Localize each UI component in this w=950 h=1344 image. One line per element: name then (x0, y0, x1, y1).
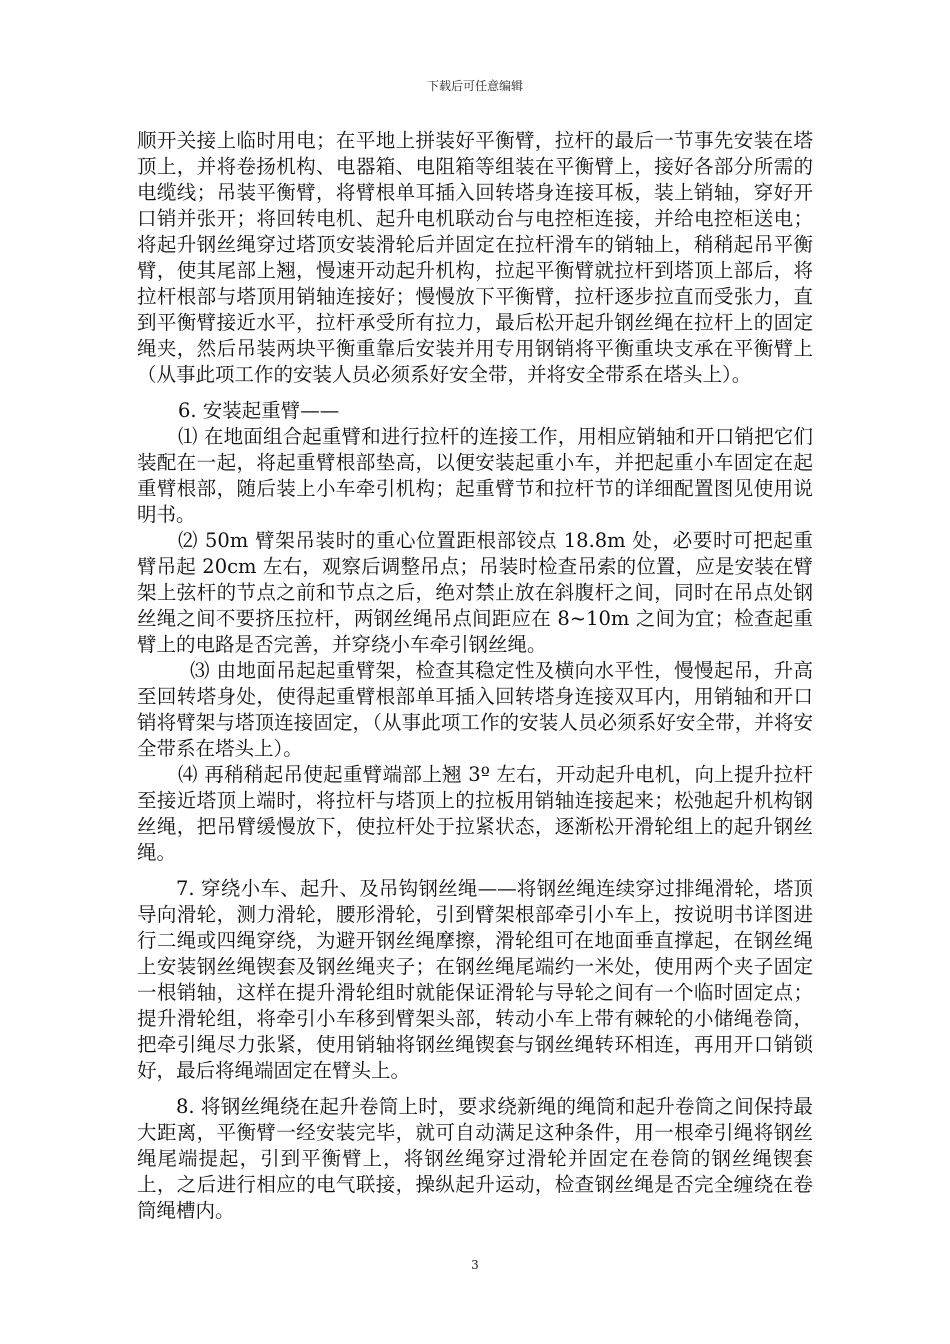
section-heading-install-jib: 6. 安装起重臂—— (178, 399, 340, 422)
list-item-jib-step-2: ⑵ 50m 臂架吊装时的重心位置距根部铰点 18.8m 处，必要时可把起重臂吊起 20cm 左右，观察后调整吊点；吊装时检查吊索的位置，应是安装在臂架上弦杆的节点之前和节点之后，绝对禁止放在斜腹杆之间，同时在吊点处钢丝绳之间不要挤压拉杆，两钢丝绳吊点间距应在 8~10m 之间为宜；检查起重臂上的电路是否完善，并穿绕小车牵引钢丝绳。 (137, 529, 813, 656)
page-number: 3 (471, 1258, 479, 1272)
document-body (137, 128, 813, 1224)
paragraph-balance-arm-install: 顺开关接上临时用电；在平地上拼装好平衡臂，拉杆的最后一节事先安装在塔顶上，并将卷扬机构、电器箱、电阻箱等组装在平衡臂上，接好各部分所需的电缆线；吊装平衡臂，将臂根单耳插入回转塔身连接耳板，装上销轴，穿好开口销并张开；将回转电机、起升电机联动台与电控柜连接，并给电控柜送电；将起升钢丝绳穿过塔顶安装滑轮后并固定在拉杆滑车的销轴上，稍稍起吊平衡臂，使其尾部上翘，慢速开动起升机构，拉起平衡臂就拉杆到塔顶上部后，将拉杆根部与塔顶用销轴连接好；慢慢放下平衡臂，拉杆逐步拉直而受张力，直到平衡臂接近水平，拉杆承受所有拉力，最后松开起升钢丝绳在拉杆上的固定绳夹，然后吊装两块平衡重靠后安装并用专用钢销将平衡重块支承在平衡臂上（从事此项工作的安装人员必须系好安全带，并将安全带系在塔头上）。 (137, 129, 813, 386)
paragraph-hoist-drum-winding: 8. 将钢丝绳绕在起升卷筒上时，要求绕新绳的绳筒和起升卷筒之间保持最大距离，平衡臂一经安装完毕，就可自动满足这种条件，用一根牵引绳将钢丝绳尾端提起，引到平衡臂上，将钢丝绳穿过滑轮并固定在卷筒的钢丝绳锲套上，之后进行相应的电气联接，操纵起升运动，检查钢丝绳是否完全缠绕在卷筒绳槽内。 (137, 1095, 813, 1222)
list-item-jib-step-3: ⑶ 由地面吊起起重臂架，检查其稳定性及横向水平性，慢慢起吊，升高至回转塔身处，使得起重臂根部单耳插入回转塔身连接双耳内，用销轴和开口销将臂架与塔顶连接固定，（从事此项工作的安装人员必须系好安全带，并将安全带系在塔头上）。 (137, 659, 813, 760)
page-header-note: 下载后可任意编辑 (426, 79, 523, 93)
paragraph-wire-rope-reeving: 7. 穿绕小车、起升、及吊钩钢丝绳——将钢丝绳连续穿过排绳滑轮，塔顶导向滑轮，测力滑轮，腰形滑轮，引到臂架根部牵引小车上，按说明书详图进行二绳或四绳穿绕，为避开钢丝绳摩擦，滑轮组可在地面垂直撑起，在钢丝绳上安装钢丝绳锲套及钢丝绳夹子；在钢丝绳尾端约一米处，使用两个夹子固定一根销轴，这样在提升滑轮组时就能保证滑轮与导轮之间有一个临时固定点；提升滑轮组，将牵引小车移到臂架头部，转动小车上带有棘轮的小储绳卷筒，把牵引绳尽力张紧，使用销轴将钢丝绳锲套与钢丝绳转环相连，再用开口销锁好，最后将绳端固定在臂头上。 (137, 877, 813, 1082)
list-item-jib-step-1: ⑴ 在地面组合起重臂和进行拉杆的连接工作，用相应销轴和开口销把它们装配在一起，将起重臂根部垫高，以便安装起重小车，并把起重小车固定在起重臂根部，随后装上小车牵引机构；起重臂节和拉杆节的详细配置图见使用说明书。 (137, 425, 813, 526)
list-item-jib-step-4: ⑷ 再稍稍起吊使起重臂端部上翘 3º 左右，开动起升电机，向上提升拉杆至接近塔顶上端时，将拉杆与塔顶上的拉板用销轴连接起来；松弛起升机构钢丝绳，把吊臂缓慢放下，使拉杆处于拉紧状态，逐渐松开滑轮组上的起升钢丝绳。 (137, 763, 813, 864)
